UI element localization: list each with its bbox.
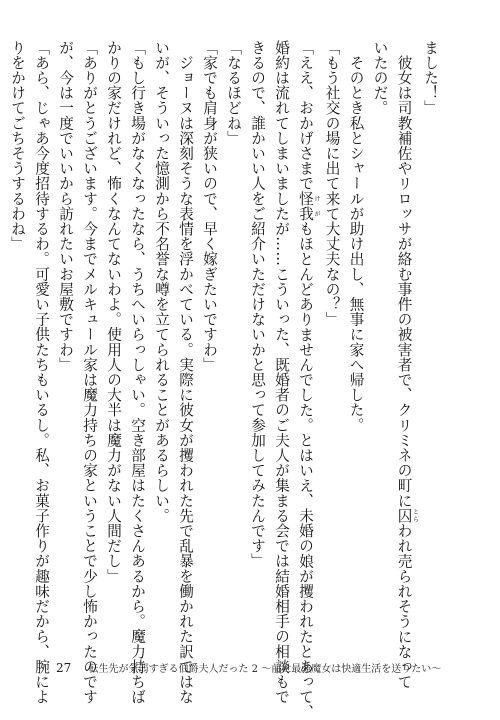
running-title: 転生先が気弱すぎる伯爵夫人だった 2 〜前世最強魔女は快適生活を送りたい〜 — [88, 664, 442, 675]
text-line: きるので、誰かいい人をご紹介いただけないかと思って参加してみたんです」 — [249, 40, 266, 569]
text-line: 「もう社交の場に出て来て大丈夫なの？」 — [323, 40, 341, 327]
ruby-kega: 怪我 けが — [297, 191, 320, 222]
text-line: が、今は一度でいいから訪れたいお屋敷ですわ」 — [57, 40, 74, 373]
text-line: 「ありがとうございます。今までメルキュール家は魔力持ちの家ということで少し怖かったのです — [81, 40, 98, 705]
page-footer — [56, 660, 441, 675]
text-line: 婚約は流れてしまいましたが……こういった、既婚者のご夫人が集まる会では結婚相手の相談もで — [273, 40, 290, 705]
text-line: 彼女は司教補佐やリロッサが絡む事件の被害者で、クリミネの町に囚 とらわれ売られそうになって — [395, 40, 419, 690]
text-line: りをかけてごちそうするわね」 — [9, 40, 26, 252]
text-line: いたのだ。 — [371, 40, 389, 116]
text-line: 「ええ、おかげさまで怪我 けがもほとんどありませんでした。とはいえ、未婚の娘が攫われたとあって、 — [297, 40, 320, 720]
text-line: いが、そういった憶測から不名誉な噂を立てられることがあるらしい。 — [153, 40, 170, 524]
text-line: 「もし行き場がなくなったなら、うちへいらっしゃい。空き部屋はたくさんあるから。魔力持ちば — [129, 40, 146, 705]
text-line: そのとき私とシャールが助け出し、無事に家へ帰した。 — [347, 40, 365, 433]
ruby-toraware: 囚 とら — [395, 508, 419, 524]
text-line: かりの家だけれど、怖くなんてないわよ。使用人の大半は魔力がない人間だし」 — [105, 40, 122, 584]
text-line: 「なるほどね」 — [225, 40, 242, 146]
text-line: 「家でも肩身が狭いので、早く嫁ぎたいですわ」 — [201, 40, 218, 373]
text-line: ジョーヌは深刻そうな表情を浮かべている。実際に彼女が攫われた先で乱暴を働かれた訳ではな — [177, 40, 194, 705]
text-line: 「あら、じゃあ今度招待するわ。可愛い子供たちもいるし。私、お菓子作りが趣味だから、腕によ — [33, 40, 50, 705]
page-number: 27 — [56, 661, 72, 675]
text-line: ました！」 — [422, 40, 439, 116]
